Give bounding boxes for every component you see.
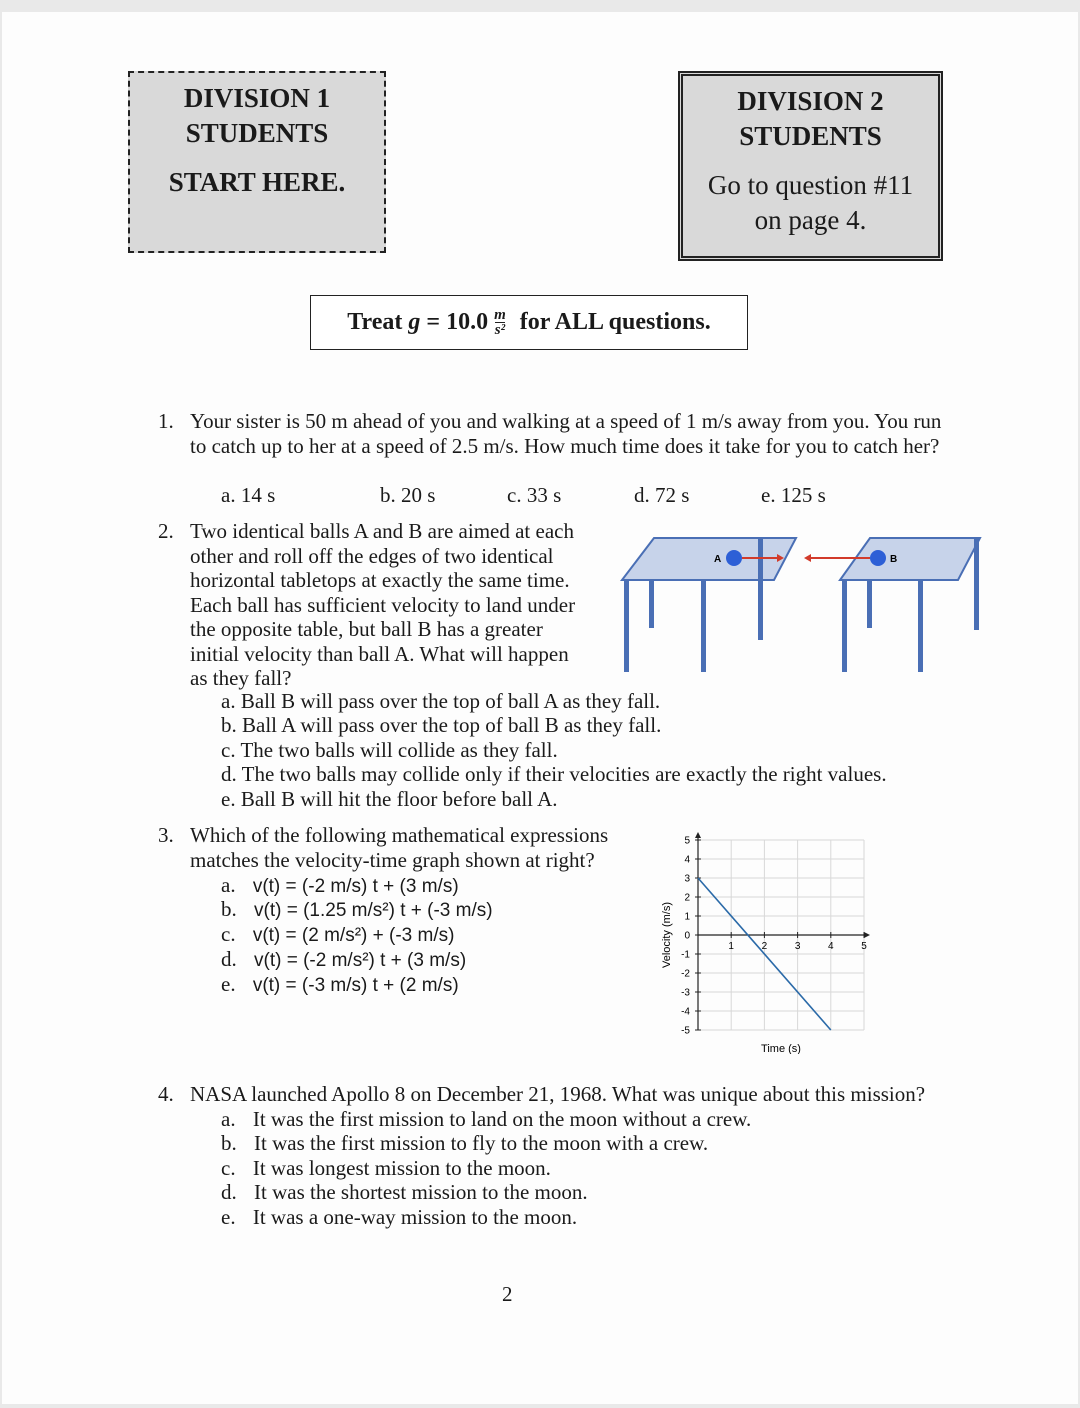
q4-option-e[interactable] [221,1205,577,1230]
q4-option-text: It was the first mission to land on the moon without a crew. [252,1107,752,1131]
q4-text: NASA launched Apollo 8 on December 21, 1968. What was unique about this mission? [190,1082,926,1106]
gravity-units-den: s² [494,321,506,338]
gravity-note-prefix: Treat [347,309,409,335]
q2-option-letter: d. [221,762,237,786]
q3-option-e[interactable] [221,972,459,999]
q1-option-c[interactable]: c. 33 s [507,483,562,507]
q4-option-text: It was the shortest mission to the moon. [254,1180,588,1204]
q2-option-c[interactable] [221,738,558,763]
division-2-students: STUDENTS [739,121,882,151]
q2-option-d[interactable] [221,762,887,787]
gravity-units-num: m [494,306,506,323]
y-tick-label: 4 [684,854,690,866]
y-tick-label: 0 [684,930,690,942]
y-axis-label: Velocity (m/s) [661,901,673,969]
q1-option-a[interactable]: a. 14 s [221,483,276,507]
gravity-symbol: g [408,309,421,335]
division-1-start: START HERE. [168,167,346,197]
q2-option-text: Ball B will hit the floor before ball A. [240,787,558,811]
gravity-value: = 10.0 [420,309,489,335]
q3-option-text: v(t) = (-2 m/s) t + (3 m/s) [252,876,459,897]
q2-option-text: The two balls will collide as they fall. [240,738,558,762]
q4-option-c[interactable] [221,1156,551,1181]
q2-option-text: Ball A will pass over the top of ball B as they fall. [242,713,662,737]
q4-option-text: It was longest mission to the moon. [252,1156,551,1180]
table-b-leg [867,580,872,628]
q4-option-letter: a. [221,1107,236,1131]
ball-a [726,550,742,566]
table-b-leg [842,580,847,672]
page-number: 2 [502,1282,513,1306]
y-tick-label: 5 [684,835,690,847]
velocity-time-graph [652,824,882,1054]
q3-option-letter: b. [221,897,237,921]
q1-option-b[interactable]: b. 20 s [380,483,436,507]
q2-option-letter: c. [221,738,236,762]
q3-option-d[interactable] [221,947,466,974]
q3-option-text: v(t) = (2 m/s²) + (-3 m/s) [252,925,455,946]
q3-text: Which of the following mathematical expressions matches the velocity-time graph shown at right? [190,823,609,872]
q2-number: 2. [158,519,174,543]
q4-option-d[interactable] [221,1180,588,1205]
division-2-box [678,71,943,261]
gravity-note [310,295,748,350]
ball-b-label: B [890,554,898,565]
q2-option-a[interactable] [221,689,660,714]
table-a-leg [624,580,629,672]
q4-option-text: It was a one-way mission to the moon. [252,1205,578,1229]
x-tick-label: 2 [761,941,768,952]
q4-option-letter: c. [221,1156,236,1180]
q1-option-d[interactable]: d. 72 s [634,483,690,507]
q4-option-letter: d. [221,1180,237,1204]
y-tick-label: -2 [681,968,690,980]
q4-option-letter: e. [221,1205,236,1229]
ball-a-label: A [714,554,722,565]
division-2-page: on page 4. [754,205,867,235]
y-axis-arrow-icon [695,832,701,838]
q4-number: 4. [158,1082,174,1106]
q4-option-letter: b. [221,1131,237,1155]
division-1-students: STUDENTS [185,118,329,148]
q3-option-c[interactable] [221,922,454,949]
q2-option-text: The two balls may collide only if their velocities are exactly the right values. [241,762,887,786]
q3-option-letter: c. [221,922,236,946]
q4-option-b[interactable] [221,1131,708,1156]
y-tick-label: -3 [681,987,690,999]
y-tick-label: -1 [681,949,690,961]
q2-option-letter: a. [221,689,236,713]
division-2-goto: Go to question #11 [707,170,914,200]
x-tick-label: 1 [728,941,734,952]
worksheet-page [2,12,1078,1404]
x-tick-label: 4 [828,941,834,952]
division-1-box [128,71,386,253]
q1-text: Your sister is 50 m ahead of you and walking at a speed of 1 m/s away from you. You run to catch up to her at a speed of 2.5 m/s. How much time does it take for you to catch her? [190,409,942,458]
q3-option-text: v(t) = (-3 m/s) t + (2 m/s) [252,975,459,996]
q3-option-letter: d. [221,947,237,971]
gravity-note-suffix: for ALL questions. [513,309,711,335]
ball-b [870,550,886,566]
arrow-head-icon [804,554,811,562]
q4-option-text: It was the first mission to fly to the moon with a crew. [254,1131,709,1155]
q4-option-a[interactable] [221,1107,751,1132]
x-tick-label: 3 [794,941,801,952]
y-tick-label: 3 [684,873,690,885]
q2-option-letter: e. [221,787,236,811]
q2-option-e[interactable] [221,787,558,812]
table-a-leg [758,538,763,640]
q2-option-text: Ball B will pass over the top of ball A as they fall. [240,689,661,713]
x-tick-label: 5 [861,941,867,952]
y-tick-label: -5 [681,1025,690,1037]
table-b-leg [918,580,923,672]
division-2-title: DIVISION 2 [737,86,884,116]
gravity-units [494,306,506,338]
q3-option-letter: e. [221,972,236,996]
y-tick-label: 1 [684,911,690,923]
q3-option-b[interactable] [221,897,493,924]
q3-option-text: v(t) = (-2 m/s²) t + (3 m/s) [254,950,467,971]
q2-option-letter: b. [221,713,237,737]
q3-option-letter: a. [221,873,236,897]
table-b-leg [974,538,979,630]
table-a-leg [701,580,706,672]
tables-diagram [618,530,982,674]
q2-text: Two identical balls A and B are aimed at each other and roll off the edges of two identical horizontal tabletops at exactly the same time. Each ball has sufficient velocity to land under the opposite table, but ball B has a greater initial velocity than ball A. What will happen as they fall? [190,519,576,690]
x-axis-label: Time (s) [761,1043,801,1054]
division-1-title: DIVISION 1 [183,83,331,113]
q1-option-e[interactable]: e. 125 s [761,483,826,507]
q3-option-text: v(t) = (1.25 m/s²) t + (-3 m/s) [254,900,493,921]
q3-option-a[interactable] [221,873,459,900]
x-axis-arrow-icon [864,932,870,938]
q2-option-b[interactable] [221,713,661,738]
table-a-leg [649,580,654,628]
y-tick-label: 2 [684,892,690,904]
q1-number: 1. [158,409,174,433]
y-tick-label: -4 [681,1006,690,1018]
q3-number: 3. [158,823,174,847]
